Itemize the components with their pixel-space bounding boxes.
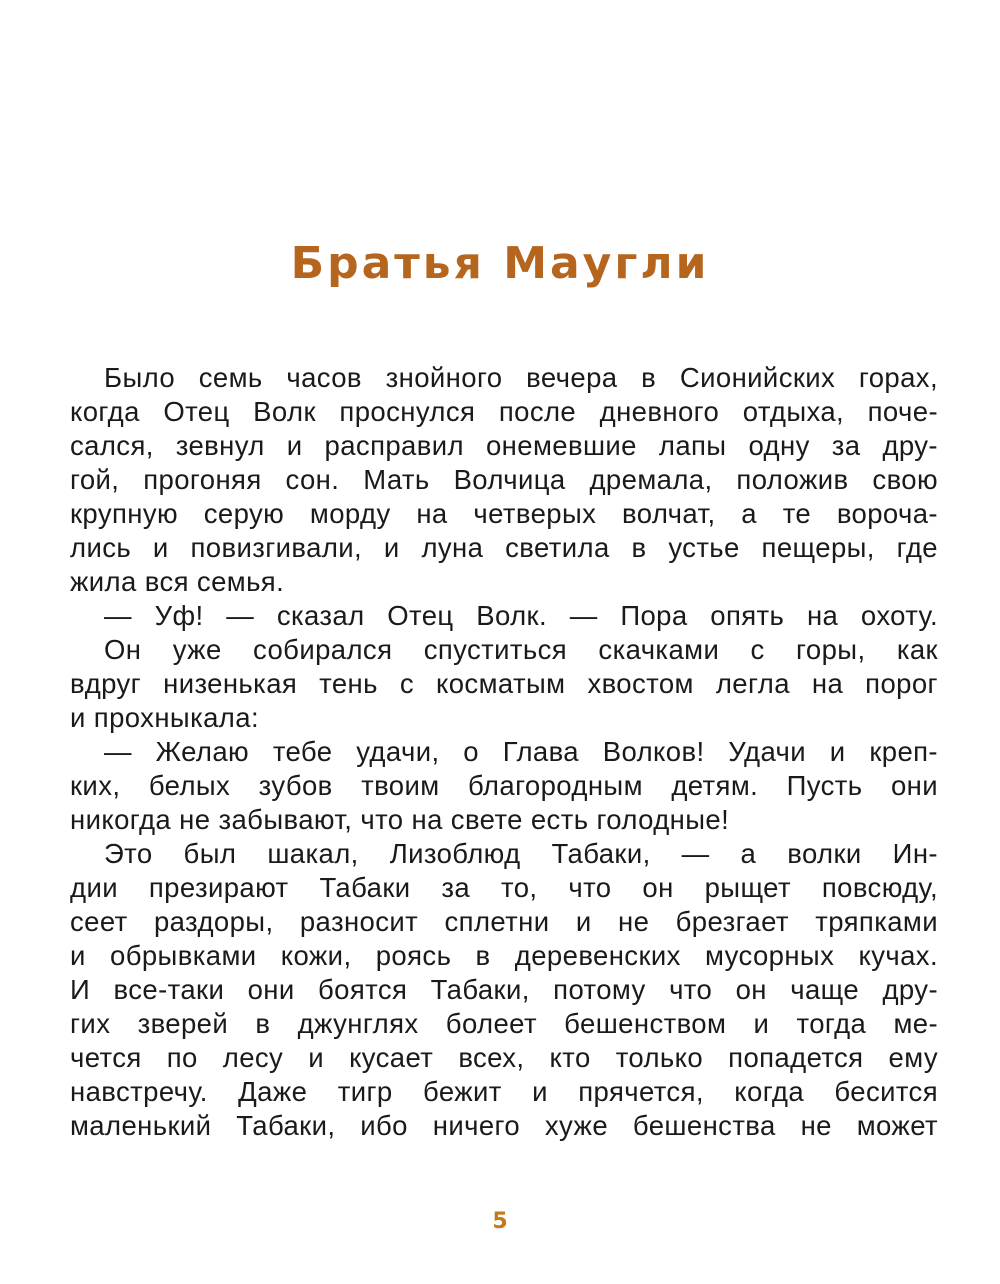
text-line: — Желаю тебе удачи, о Глава Волков! Удачи и креп- — [104, 736, 938, 767]
text-line: — Уф! — сказал Отец Волк. — Пора опять на охоту. — [104, 600, 938, 631]
text-line: ких, белых зубов твоим благородным детям. Пусть они — [70, 770, 938, 801]
text-line: гой, прогоняя сон. Мать Волчица дремала, положив свою — [70, 464, 938, 495]
text-line: Он уже собирался спуститься скачками с горы, как — [104, 634, 938, 665]
text-line: вдруг низенькая тень с косматым хвостом легла на порог — [70, 668, 938, 699]
text-line: дии презирают Табаки за то, что он рыщет повсюду, — [70, 872, 938, 903]
text-line: И все-таки они боятся Табаки, потому что он чаще дру- — [70, 974, 938, 1005]
text-line: когда Отец Волк проснулся после дневного отдыха, поче- — [70, 396, 938, 427]
text-line: и прохныкала: — [70, 702, 259, 733]
text-line: лись и повизгивали, и луна светила в устье пещеры, где — [70, 532, 938, 563]
text-line: сался, зевнул и расправил онемевшие лапы одну за дру- — [70, 430, 938, 461]
text-line: никогда не забывают, что на свете есть голодные! — [70, 804, 730, 835]
text-line: маленький Табаки, ибо ничего хуже бешенства не может — [70, 1110, 938, 1141]
text-line: жила вся семья. — [70, 566, 285, 597]
text-line: сеет раздоры, разносит сплетни и не брезгает тряпками — [70, 906, 938, 937]
text-line: гих зверей в джунглях болеет бешенством и тогда ме- — [70, 1008, 938, 1039]
chapter-title: Братья Маугли — [290, 238, 710, 289]
body-text — [70, 361, 938, 1143]
text-line: чется по лесу и кусает всех, кто только попадется ему — [70, 1042, 938, 1073]
text-line: и обрывками кожи, роясь в деревенских мусорных кучах. — [70, 940, 938, 971]
text-line: навстречу. Даже тигр бежит и прячется, когда бесится — [70, 1076, 938, 1107]
text-line: Было семь часов знойного вечера в Сионийских горах, — [104, 362, 938, 393]
text-line: крупную серую морду на четверых волчат, а те ворочa- — [70, 498, 938, 529]
text-line: Это был шакал, Лизоблюд Табаки, — а волки Ин- — [104, 838, 938, 869]
page-number: 5 — [492, 1209, 508, 1234]
